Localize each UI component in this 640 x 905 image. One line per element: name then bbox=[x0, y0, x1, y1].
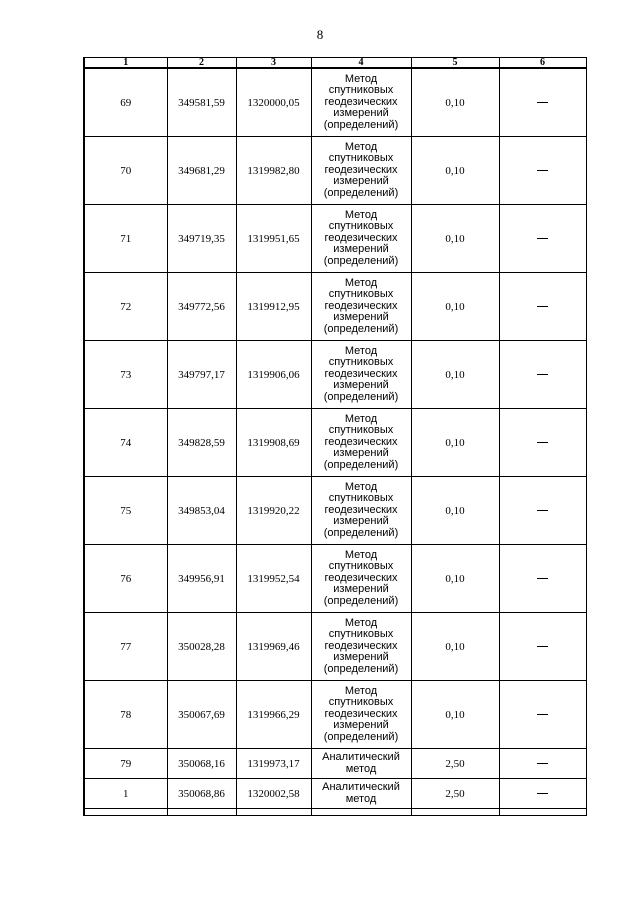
method-line: метод bbox=[345, 762, 377, 775]
method-line: (определений) bbox=[323, 594, 399, 607]
method-cell bbox=[311, 409, 411, 477]
point-number-cell: 76 bbox=[84, 545, 167, 613]
method-line: Метод bbox=[344, 276, 378, 289]
method-cell bbox=[311, 613, 411, 681]
point-number-cell: 75 bbox=[84, 477, 167, 545]
method-line: измерений bbox=[333, 651, 389, 664]
y-coordinate-cell: 1319952,54 bbox=[236, 545, 311, 613]
table-row bbox=[84, 681, 586, 749]
header-col-2: 2 bbox=[167, 58, 236, 69]
method-line: геодезических bbox=[324, 231, 398, 244]
x-coordinate-cell: 349797,17 bbox=[167, 341, 236, 409]
point-number-cell: 77 bbox=[84, 613, 167, 681]
empty-cell bbox=[167, 809, 236, 816]
accuracy-cell: 0,10 bbox=[411, 409, 499, 477]
method-line: геодезических bbox=[324, 503, 398, 516]
accuracy-cell: 0,10 bbox=[411, 681, 499, 749]
method-line: измерений bbox=[333, 107, 389, 120]
method-line: спутниковых bbox=[328, 628, 394, 641]
point-number-cell: 74 bbox=[84, 409, 167, 477]
method-line: (определений) bbox=[323, 322, 399, 335]
method-line: измерений bbox=[333, 719, 389, 732]
dash-mark bbox=[537, 646, 548, 647]
accuracy-cell: 0,10 bbox=[411, 545, 499, 613]
header-col-5: 5 bbox=[411, 58, 499, 69]
method-cell bbox=[311, 341, 411, 409]
method-line: Метод bbox=[344, 616, 378, 629]
page-number: 8 bbox=[316, 27, 324, 42]
x-coordinate-cell: 349719,35 bbox=[167, 205, 236, 273]
method-line: геодезических bbox=[324, 571, 398, 584]
method-line: Аналитический bbox=[322, 781, 400, 793]
method-line: Метод bbox=[344, 684, 378, 697]
method-cell bbox=[311, 779, 411, 809]
point-number-cell: 73 bbox=[84, 341, 167, 409]
method-line: спутниковых bbox=[328, 288, 394, 301]
method-line: (определений) bbox=[323, 254, 399, 267]
method-line: спутниковых bbox=[328, 152, 394, 165]
method-line: спутниковых bbox=[328, 696, 394, 709]
table-row bbox=[84, 273, 586, 341]
y-coordinate-cell: 1319912,95 bbox=[236, 273, 311, 341]
y-coordinate-cell: 1319973,17 bbox=[236, 749, 311, 779]
method-cell bbox=[311, 68, 411, 137]
accuracy-cell: 0,10 bbox=[411, 613, 499, 681]
y-coordinate-cell: 1319966,29 bbox=[236, 681, 311, 749]
y-coordinate-cell: 1319951,65 bbox=[236, 205, 311, 273]
method-line: (определений) bbox=[323, 118, 399, 131]
method-line: (определений) bbox=[323, 526, 399, 539]
note-cell bbox=[499, 205, 586, 273]
note-cell bbox=[499, 545, 586, 613]
method-line: измерений bbox=[333, 175, 389, 188]
empty-row bbox=[84, 809, 586, 816]
table-body bbox=[84, 68, 586, 816]
x-coordinate-cell: 349853,04 bbox=[167, 477, 236, 545]
method-line: геодезических bbox=[324, 367, 398, 380]
method-cell bbox=[311, 477, 411, 545]
method-cell bbox=[311, 273, 411, 341]
note-cell bbox=[499, 779, 586, 809]
accuracy-cell: 0,10 bbox=[411, 68, 499, 137]
point-number-cell: 79 bbox=[84, 749, 167, 779]
empty-cell bbox=[499, 809, 586, 816]
dash-mark bbox=[537, 714, 548, 715]
method-line: метод bbox=[345, 792, 377, 805]
table-row bbox=[84, 341, 586, 409]
dash-mark bbox=[537, 374, 548, 375]
y-coordinate-cell: 1319906,06 bbox=[236, 341, 311, 409]
note-cell bbox=[499, 477, 586, 545]
method-line: спутниковых bbox=[328, 492, 394, 505]
accuracy-cell: 0,10 bbox=[411, 205, 499, 273]
x-coordinate-cell: 350068,16 bbox=[167, 749, 236, 779]
table-header-row bbox=[84, 58, 586, 69]
method-cell bbox=[311, 681, 411, 749]
x-coordinate-cell: 349772,56 bbox=[167, 273, 236, 341]
method-line: спутниковых bbox=[328, 356, 394, 369]
y-coordinate-cell: 1319908,69 bbox=[236, 409, 311, 477]
accuracy-cell: 0,10 bbox=[411, 273, 499, 341]
header-col-3: 3 bbox=[236, 58, 311, 69]
method-line: измерений bbox=[333, 447, 389, 460]
method-line: (определений) bbox=[323, 662, 399, 675]
x-coordinate-cell: 350028,28 bbox=[167, 613, 236, 681]
method-cell bbox=[311, 205, 411, 273]
method-line: геодезических bbox=[324, 95, 398, 108]
point-number-cell: 72 bbox=[84, 273, 167, 341]
method-line: геодезических bbox=[324, 639, 398, 652]
header-col-4: 4 bbox=[311, 58, 411, 69]
table-row bbox=[84, 68, 586, 137]
y-coordinate-cell: 1319969,46 bbox=[236, 613, 311, 681]
table-row bbox=[84, 205, 586, 273]
table-row bbox=[84, 409, 586, 477]
x-coordinate-cell: 349681,29 bbox=[167, 137, 236, 205]
x-coordinate-cell: 349581,59 bbox=[167, 68, 236, 137]
accuracy-cell: 0,10 bbox=[411, 137, 499, 205]
method-line: (определений) bbox=[323, 186, 399, 199]
table-row bbox=[84, 749, 586, 779]
table-row bbox=[84, 545, 586, 613]
point-number-cell: 71 bbox=[84, 205, 167, 273]
method-line: измерений bbox=[333, 379, 389, 392]
method-line: геодезических bbox=[324, 707, 398, 720]
method-line: (определений) bbox=[323, 730, 399, 743]
accuracy-cell: 0,10 bbox=[411, 341, 499, 409]
method-line: (определений) bbox=[323, 458, 399, 471]
method-cell bbox=[311, 749, 411, 779]
empty-cell bbox=[311, 809, 411, 816]
table-row bbox=[84, 613, 586, 681]
empty-cell bbox=[411, 809, 499, 816]
method-line: измерений bbox=[333, 515, 389, 528]
x-coordinate-cell: 349956,91 bbox=[167, 545, 236, 613]
table-row bbox=[84, 477, 586, 545]
dash-mark bbox=[537, 306, 548, 307]
dash-mark bbox=[537, 578, 548, 579]
x-coordinate-cell: 349828,59 bbox=[167, 409, 236, 477]
method-line: измерений bbox=[333, 311, 389, 324]
note-cell bbox=[499, 137, 586, 205]
method-cell bbox=[311, 545, 411, 613]
method-line: измерений bbox=[333, 243, 389, 256]
method-line: геодезических bbox=[324, 435, 398, 448]
y-coordinate-cell: 1320002,58 bbox=[236, 779, 311, 809]
dash-mark bbox=[537, 238, 548, 239]
method-line: измерений bbox=[333, 583, 389, 596]
empty-cell bbox=[236, 809, 311, 816]
table-row bbox=[84, 779, 586, 809]
method-line: спутниковых bbox=[328, 84, 394, 97]
method-line: Метод bbox=[344, 480, 378, 493]
method-line: Метод bbox=[344, 72, 378, 85]
dash-mark bbox=[537, 102, 548, 103]
note-cell bbox=[499, 749, 586, 779]
method-line: Метод bbox=[344, 412, 378, 425]
dash-mark bbox=[537, 793, 548, 794]
method-line: (определений) bbox=[323, 390, 399, 403]
coordinates-table bbox=[83, 57, 587, 816]
method-line: спутниковых bbox=[328, 424, 394, 437]
note-cell bbox=[499, 273, 586, 341]
header-col-6: 6 bbox=[499, 58, 586, 69]
dash-mark bbox=[537, 510, 548, 511]
header-col-1: 1 bbox=[84, 58, 167, 69]
method-line: геодезических bbox=[324, 163, 398, 176]
note-cell bbox=[499, 68, 586, 137]
note-cell bbox=[499, 613, 586, 681]
x-coordinate-cell: 350068,86 bbox=[167, 779, 236, 809]
y-coordinate-cell: 1319920,22 bbox=[236, 477, 311, 545]
table-row bbox=[84, 137, 586, 205]
accuracy-cell: 2,50 bbox=[411, 749, 499, 779]
dash-mark bbox=[537, 170, 548, 171]
method-line: Метод bbox=[344, 548, 378, 561]
dash-mark bbox=[537, 763, 548, 764]
method-line: Аналитический bbox=[322, 751, 400, 763]
accuracy-cell: 2,50 bbox=[411, 779, 499, 809]
method-line: Метод bbox=[344, 140, 378, 153]
dash-mark bbox=[537, 442, 548, 443]
point-number-cell: 78 bbox=[84, 681, 167, 749]
method-line: Метод bbox=[344, 208, 378, 221]
point-number-cell: 69 bbox=[84, 68, 167, 137]
method-line: спутниковых bbox=[328, 560, 394, 573]
x-coordinate-cell: 350067,69 bbox=[167, 681, 236, 749]
method-line: спутниковых bbox=[328, 220, 394, 233]
method-line: Метод bbox=[344, 344, 378, 357]
point-number-cell: 1 bbox=[84, 779, 167, 809]
note-cell bbox=[499, 409, 586, 477]
method-cell bbox=[311, 137, 411, 205]
note-cell bbox=[499, 341, 586, 409]
y-coordinate-cell: 1320000,05 bbox=[236, 68, 311, 137]
method-line: геодезических bbox=[324, 299, 398, 312]
point-number-cell: 70 bbox=[84, 137, 167, 205]
accuracy-cell: 0,10 bbox=[411, 477, 499, 545]
y-coordinate-cell: 1319982,80 bbox=[236, 137, 311, 205]
empty-cell bbox=[84, 809, 167, 816]
note-cell bbox=[499, 681, 586, 749]
